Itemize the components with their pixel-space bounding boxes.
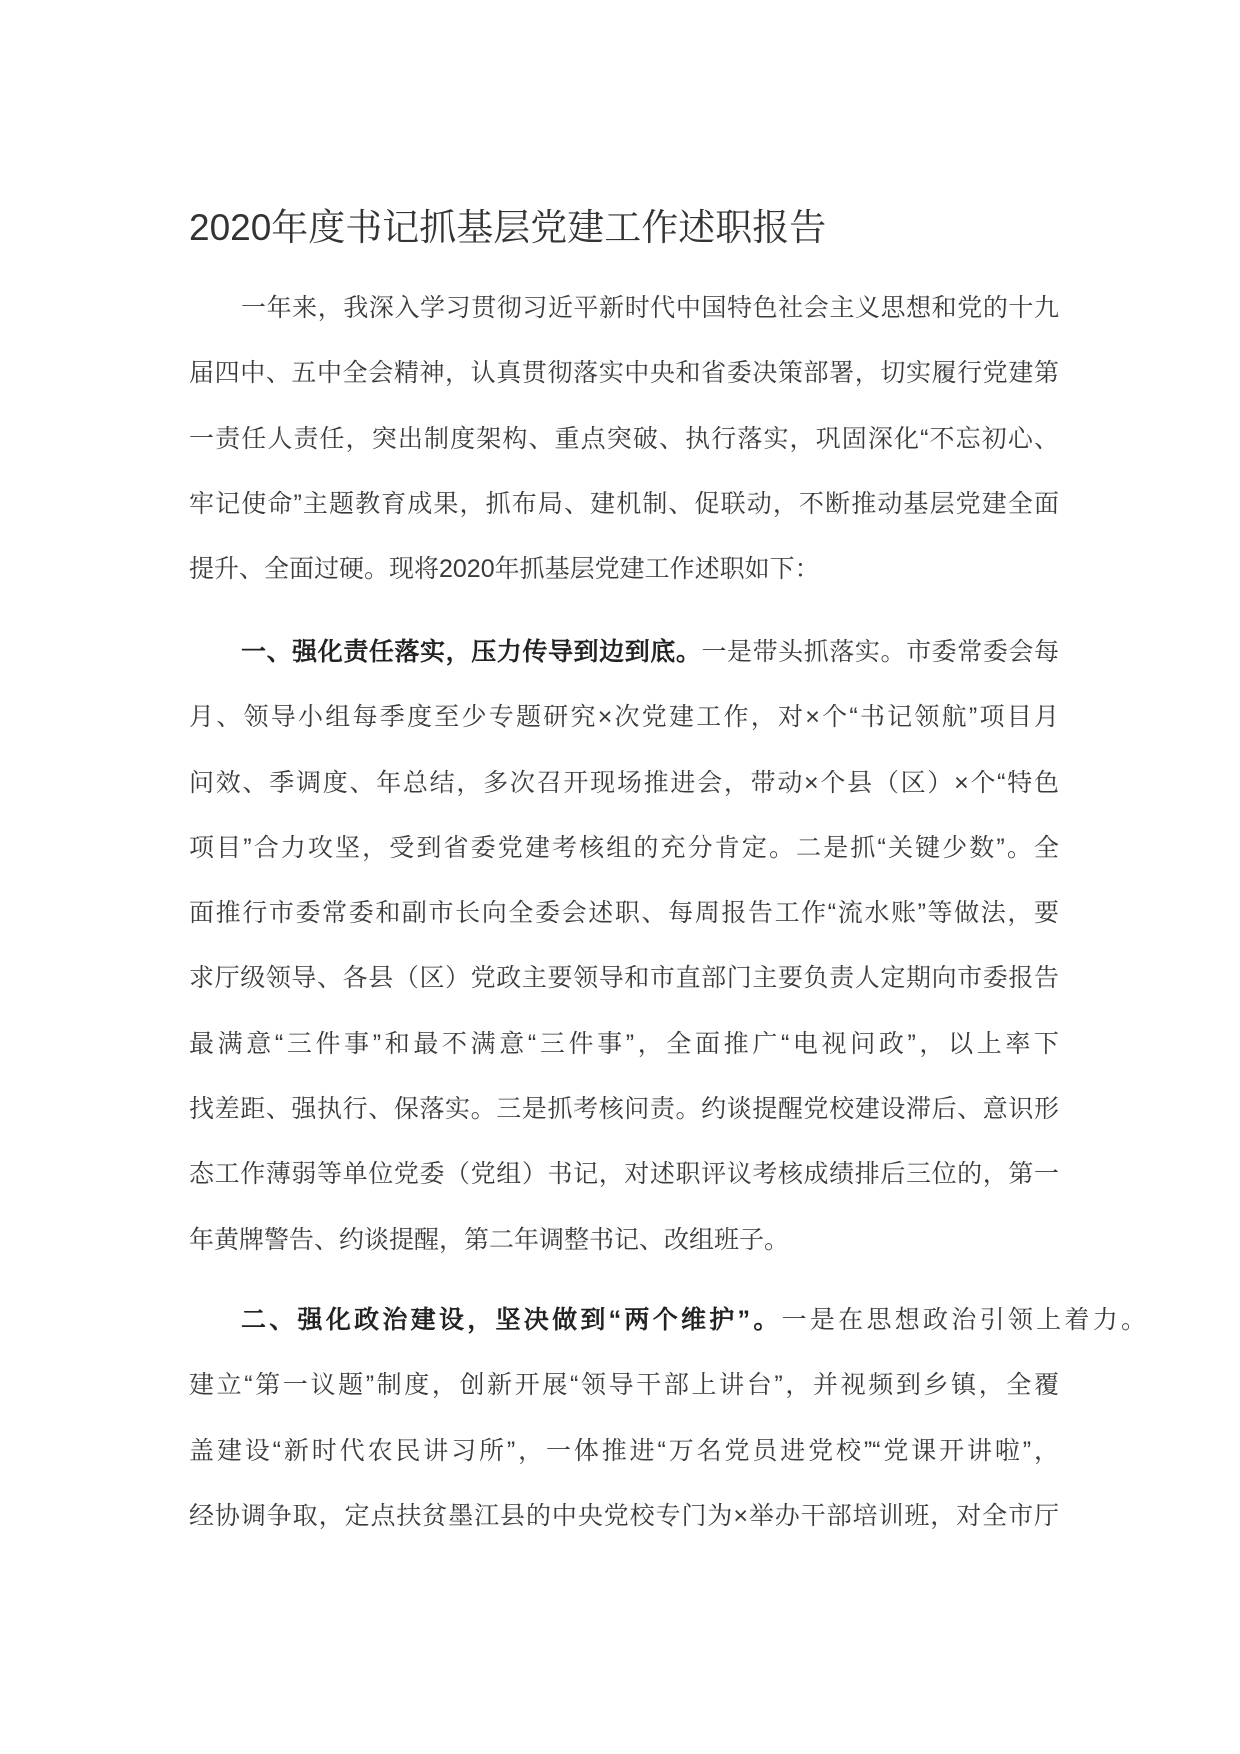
- text-line: 盖建设“新时代农民讲习所”，一体推进“万名党员进党校”“党课开讲啦”，: [189, 1436, 1059, 1465]
- text-line: 项目”合力攻坚，受到省委党建考核组的充分肯定。二是抓“关键少数”。全: [189, 833, 1059, 862]
- text-run: 一是带头抓落实。市委常委会每: [701, 638, 1059, 666]
- text-line: 建立“第一议题”制度，创新开展“领导干部上讲台”，并视频到乡镇，全覆: [189, 1371, 1059, 1400]
- text-line: 最满意“三件事”和最不满意“三件事”，全面推广“电视问政”，以上率下: [189, 1029, 1059, 1058]
- text-line: 求厅级领导、各县（区）党政主要领导和市直部门主要负责人定期向市委报告: [189, 964, 1059, 993]
- text-line: 提升、全面过硬。现将2020年抓基层党建工作述职如下：: [189, 555, 820, 584]
- section-heading: 一、强化责任落实，压力传导到边到底。: [241, 638, 702, 666]
- text-line: 届四中、五中全会精神，认真贯彻落实中央和省委决策部署，切实履行党建第: [189, 359, 1059, 388]
- text-line: 一年来，我深入学习贯彻习近平新时代中国特色社会主义思想和党的十九: [241, 294, 1059, 322]
- text-line: 年黄牌警告、约谈提醒，第二年调整书记、改组班子。: [189, 1225, 790, 1254]
- text-run: 一是在思想政治引领上着力。: [781, 1306, 1146, 1334]
- text-line: [189, 620, 1059, 685]
- text-line: 面推行市委常委和副市长向全委会述职、每周报告工作“流水账”等做法，要: [189, 899, 1059, 928]
- text-line: 找差距、强执行、保落实。三是抓考核问责。约谈提醒党校建设滞后、意识形: [189, 1095, 1059, 1124]
- text-line: 一责任人责任，突出制度架构、重点突破、执行落实，巩固深化“不忘初心、: [189, 424, 1059, 453]
- text-line: 经协调争取，定点扶贫墨江县的中央党校专门为×举办干部培训班，对全市厅: [189, 1501, 1059, 1530]
- paragraph-intro: [189, 276, 1059, 602]
- paragraph-section-1: [189, 620, 1059, 1273]
- text-line: 问效、季调度、年总结，多次召开现场推进会，带动×个县（区）×个“特色: [189, 768, 1059, 797]
- text-line: [189, 1288, 1146, 1353]
- section-heading: 二、强化政治建设，坚决做到“两个维护”。: [241, 1306, 782, 1334]
- paragraph-section-2: [189, 1288, 1146, 1549]
- text-line: 牢记使命”主题教育成果，抓布局、建机制、促联动，不断推动基层党建全面: [189, 489, 1059, 518]
- text-line: 态工作薄弱等单位党委（党组）书记，对述职评议考核成绩排后三位的，第一: [189, 1160, 1059, 1189]
- text-line: 月、领导小组每季度至少专题研究×次党建工作，对×个“书记领航”项目月: [189, 703, 1059, 732]
- document-title: 2020年度书记抓基层党建工作述职报告: [189, 207, 827, 248]
